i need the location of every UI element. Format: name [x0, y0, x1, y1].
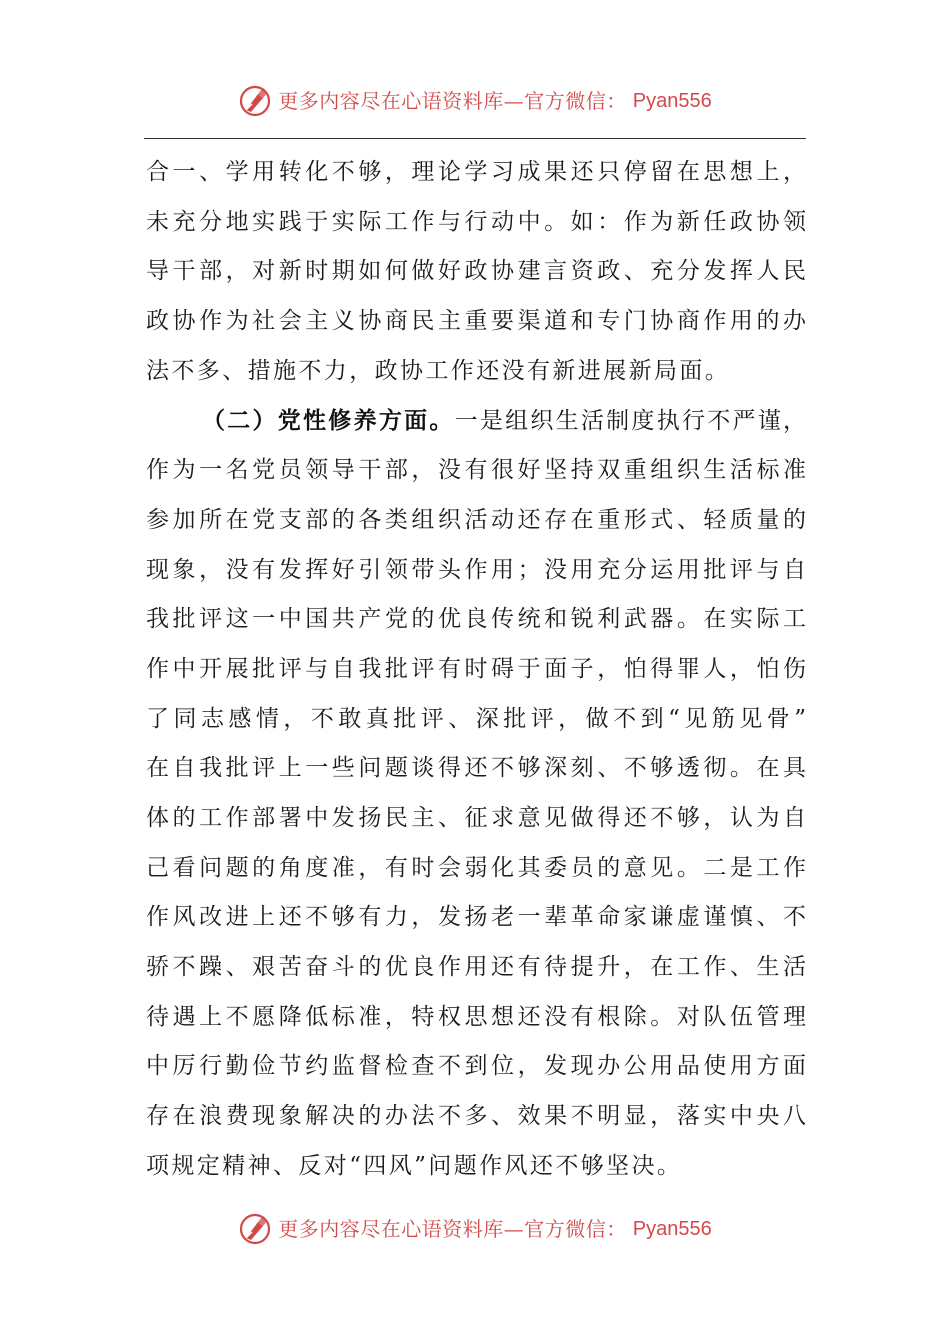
- body-line: 己看问题的角度准，有时会弱化其委员的意见。二是工作: [146, 854, 806, 881]
- body-line: 了同志感情，不敢真批评、深批评，做不到“见筋见骨”: [146, 705, 806, 732]
- body-line: 我批评这一中国共产党的优良传统和锐利武器。在实际工: [146, 606, 806, 633]
- body-line: 导干部，对新时期如何做好政协建言资政、充分发挥人民: [146, 258, 806, 285]
- body-line: 作中开展批评与自我批评有时碍于面子，怕得罪人，怕伤: [146, 655, 806, 682]
- document-body: [146, 148, 806, 1191]
- body-line: 项规定精神、反对“四风”问题作风还不够坚决。: [146, 1152, 683, 1179]
- banner-wechat-id: Pyan556: [632, 90, 712, 112]
- body-line: 骄不躁、艰苦奋斗的优良作用还有待提升，在工作、生活: [146, 954, 806, 980]
- header-banner: [0, 84, 950, 118]
- footer-banner: [0, 1212, 950, 1246]
- banner-wechat-id: Pyan556: [632, 1218, 712, 1240]
- body-line: 未充分地实践于实际工作与行动中。如：作为新任政协领: [146, 208, 806, 235]
- section-first-line: [146, 396, 806, 446]
- body-line: 政协作为社会主义协商民主重要渠道和专门协商作用的办: [146, 308, 806, 335]
- body-line: 存在浪费现象解决的办法不多、效果不明显，落实中央八: [146, 1103, 806, 1130]
- header-divider: [144, 138, 806, 139]
- body-line: 现象，没有发挥好引领带头作用；没用充分运用批评与自: [146, 556, 806, 583]
- section-first-line-text: 一是组织生活制度执行不严谨，: [454, 408, 807, 435]
- section-heading: （二）党性修养方面。: [202, 407, 455, 435]
- body-line: 作为一名党员领导干部，没有很好坚持双重组织生活标准: [146, 457, 806, 484]
- pen-nib-logo-icon: [238, 84, 272, 118]
- banner-text: 更多内容尽在心语资料库—官方微信：: [278, 1217, 627, 1241]
- body-line: 作风改进上还不够有力，发扬老一辈革命家谦虚谨慎、不: [146, 904, 806, 931]
- body-line: 参加所在党支部的各类组织活动还存在重形式、轻质量的: [146, 506, 806, 533]
- pen-nib-logo-icon: [238, 1212, 272, 1246]
- body-line: 法不多、措施不力，政协工作还没有新进展新局面。: [146, 357, 731, 384]
- body-line: 在自我批评上一些问题谈得还不够深刻、不够透彻。在具: [146, 755, 806, 782]
- banner-text: 更多内容尽在心语资料库—官方微信：: [278, 89, 627, 113]
- body-line: 待遇上不愿降低标准，特权思想还没有根除。对队伍管理: [146, 1003, 806, 1030]
- body-line: 中厉行勤俭节约监督检查不到位，发现办公用品使用方面: [146, 1053, 806, 1080]
- body-line: 合一、学用转化不够，理论学习成果还只停留在思想上，: [146, 159, 806, 185]
- body-line: 体的工作部署中发扬民主、征求意见做得还不够，认为自: [146, 804, 806, 831]
